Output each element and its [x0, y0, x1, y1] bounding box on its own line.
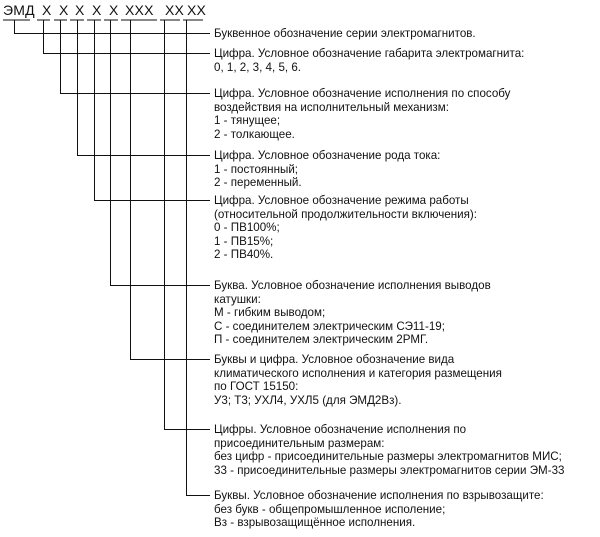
- desc-series: Буквенное обозначение серии электромагнитов.: [214, 27, 476, 40]
- desc-action: Цифра. Условное обозначение исполнения по способу воздействия на исполнительный механизм: 1 - тянущее; 2 - толкающее.: [214, 87, 511, 141]
- code-current: Х: [75, 2, 85, 18]
- code-size: Х: [42, 2, 52, 18]
- code-mode: Х: [92, 2, 102, 18]
- connector-3: [61, 20, 211, 94]
- code-climate: ХХХ: [125, 2, 154, 18]
- code-series: ЭМД: [3, 2, 35, 18]
- connector-9: [187, 20, 211, 496]
- desc-explosion: Буквы. Условное обозначение исполнения по взрывозащите: без букв - общепромышленное исполение; Вз - взрывозащищённое исполнения.: [214, 489, 544, 530]
- code-mount: ХХ: [165, 2, 185, 18]
- desc-leads: Буква. Условное обозначение исполнения выводов катушки: М - гибким выводом; С - соединителем электрическим СЭ11-19; П - соединителем электрическим 2РМГ.: [214, 279, 491, 347]
- desc-mode: Цифра. Условное обозначение режима работы (относительной продолжительности включения): 0 - ПВ100%; 1 - ПВ15%; 2 - ПВ40%.: [214, 194, 477, 262]
- desc-mount: Цифры. Условное обозначение исполнения по присоединительным размерам: без цифр - присоединительные размеры электромагнитов МИС; 33 - присоединительные размеры электромагнитов серии ЭМ-33: [214, 423, 565, 477]
- code-leads: Х: [109, 2, 119, 18]
- code-action: Х: [59, 2, 69, 18]
- connector-5: [95, 20, 211, 201]
- connector-4: [78, 20, 211, 156]
- connector-7: [131, 20, 211, 360]
- desc-size: Цифра. Условное обозначение габарита электромагнита: 0, 1, 2, 3, 4, 5, 6.: [214, 47, 525, 74]
- connector-2: [44, 20, 211, 54]
- desc-current: Цифра. Условное обозначение рода тока: 1 - постоянный; 2 - переменный.: [214, 149, 441, 190]
- desc-climate: Буквы и цифра. Условное обозначение вида климатического исполнения и категория размещения по ГОСТ 15150: У3; Т3; УХЛ4, УХЛ5 (для ЭМД2Вз).: [214, 353, 502, 407]
- connector-8: [165, 20, 211, 430]
- connector-6: [111, 20, 211, 286]
- code-explosion: ХХ: [187, 2, 207, 18]
